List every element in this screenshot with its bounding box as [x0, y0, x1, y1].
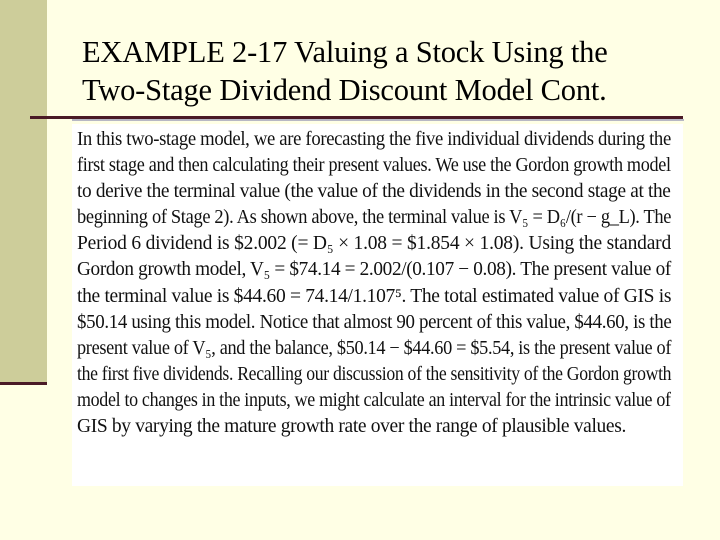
left-accent-bar-edge [0, 382, 47, 385]
paragraph-line-5: Period 6 dividend is $2.002 (= D₅ × 1.08 = $1.854 × 1.08). Using the standard [77, 233, 671, 255]
paragraph-line-11: model to changes in the inputs, we might calculate an interval for the intrinsic value of [77, 389, 671, 411]
paragraph-line-2: first stage and then calculating their present values. We use the Gordon growth model [77, 155, 671, 177]
paragraph-line-6: Gordon growth model, V₅ = $74.14 = 2.002/(0.107 − 0.08). The present value of [77, 259, 671, 281]
paragraph-line-4: beginning of Stage 2). As shown above, the terminal value is V₅ = D₆/(r − g_L). The [77, 207, 672, 229]
paragraph-line-7: the terminal value is $44.60 = 74.14/1.107⁵. The total estimated value of GIS is [77, 285, 672, 307]
paragraph-line-3: to derive the terminal value (the value of the dividends in the second stage at the [77, 181, 671, 203]
paragraph-line-1: In this two-stage model, we are forecasting the five individual dividends during the [77, 129, 671, 150]
left-accent-bar [0, 0, 47, 382]
paragraph-line-12: GIS by varying the mature growth rate over the range of plausible values. [77, 416, 626, 438]
slide-title-line-2: Two-Stage Dividend Discount Model Cont. [82, 73, 607, 107]
slide-title [82, 33, 702, 109]
paragraph-line-9: present value of V₅, and the balance, $50.14 − $44.60 = $5.54, is the present value of [77, 337, 672, 359]
excerpt-paragraph [77, 127, 671, 440]
slide-title-line-1: EXAMPLE 2-17 Valuing a Stock Using the [82, 35, 608, 69]
paragraph-line-10: the first five dividends. Recalling our discussion of the sensitivity of the Gordon growth [77, 363, 672, 385]
title-divider-shadow [72, 119, 684, 121]
paragraph-line-8: $50.14 using this model. Notice that almost 90 percent of this value, $44.60, is the [77, 311, 672, 333]
